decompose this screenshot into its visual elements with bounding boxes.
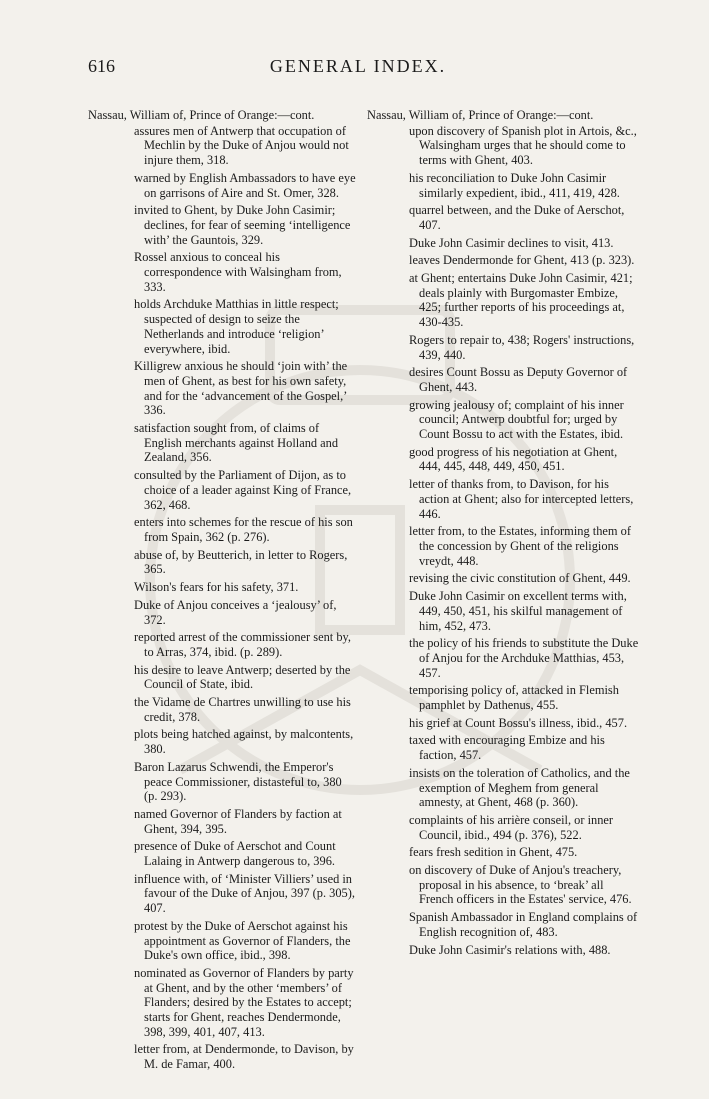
index-entry: desires Count Bossu as Deputy Governor of Ghent, 443. [409,365,628,394]
index-entry: his desire to leave Antwerp; deserted by the Council of State, ibid. [134,662,351,692]
index-entry: Duke John Casimir's relations with, 488. [409,942,611,957]
index-entry: his reconciliation to Duke John Casimir similarly expedient, ibid., 411, 419, 428. [409,170,620,200]
index-entry: plots being hatched against, by malcontents, 380. [134,727,354,757]
right-column [367,108,639,960]
index-entry: Duke John Casimir declines to visit, 413. [409,235,614,250]
index-entry: the policy of his friends to substitute the Duke of Anjou for the Archduke Matthias, 453, 457. [409,636,639,680]
left-entries [88,124,356,1072]
index-entry: on discovery of Duke of Anjou's treachery, proposal in his absence, to ‘break’ all French officers in the Estates' service, 476. [409,863,632,907]
index-entry: nominated as Governor of Flanders by party at Ghent, and by the other ‘members’ of Flanders; desired by the Estates to accept; starts for Ghent, reaches Dendermonde, 398, 399, 401, 407, 413. [134,965,354,1039]
index-heading: Nassau, William of, Prince of Orange:—cont. [88,108,315,122]
index-entry: leaves Dendermonde for Ghent, 413 (p. 323). [409,253,635,268]
index-entry: holds Archduke Matthias in little respect; suspected of design to seize the Netherlands and introduce ‘religion’ everywhere, ibid. [134,297,339,356]
index-entry: Killigrew anxious he should ‘join with’ the men of Ghent, as best for his own safety, and for the ‘advancement of the Gospel,’ 336. [134,359,348,418]
index-entry: taxed with encouraging Embize and his faction, 457. [409,733,605,763]
index-entry: Spanish Ambassador in England complains of English recognition of, 483. [409,910,638,939]
index-entry: letter from, at Dendermonde, to Davison, by M. de Famar, 400. [134,1042,354,1072]
index-entry: named Governor of Flanders by faction at Ghent, 394, 395. [134,806,342,836]
index-entry: insists on the toleration of Catholics, and the exemption of Meghem from general amnesty, at Ghent, 468 (p. 360). [409,765,630,810]
index-entry: letter from, to the Estates, informing them of the concession by Ghent of the religions vreydt, 448. [409,524,631,568]
left-column [88,108,356,1075]
index-entry: invited to Ghent, by Duke John Casimir; declines, for fear of seeming ‘intelligence with’ the Gauntois, 329. [134,203,351,247]
index-entry: temporising policy of, attacked in Flemish pamphlet by Dathenus, 455. [409,683,619,713]
index-entry: revising the civic constitution of Ghent, 449. [409,571,631,586]
page-header [88,56,628,86]
index-entry: influence with, of ‘Minister Villiers’ used in favour of the Duke of Anjou, 397 (p. 305), 407. [134,871,355,916]
page-number: 616 [88,56,115,76]
index-entry: Duke John Casimir on excellent terms with, 449, 450, 451, his skilful management of him, 452, 473. [409,589,627,633]
index-entry: abuse of, by Beutterich, in letter to Rogers, 365. [134,547,348,577]
index-entry: protest by the Duke of Aerschot against his appointment as Governor of Flanders, the Duke's own office, ibid., 398. [134,918,351,963]
index-entry: good progress of his negotiation at Ghent, 444, 445, 448, 449, 450, 451. [409,444,618,474]
index-entry: Wilson's fears for his safety, 371. [134,580,299,595]
index-entry: reported arrest of the commissioner sent by, to Arras, 374, ibid. (p. 289). [134,630,351,659]
index-entry: satisfaction sought from, of claims of English merchants against Holland and Zealand, 356. [134,421,339,465]
index-entry: assures men of Antwerp that occupation of Mechlin by the Duke of Anjou would not injure them, 318. [134,123,349,168]
index-entry: Rogers to repair to, 438; Rogers' instructions, 439, 440. [409,332,635,362]
index-entry: quarrel between, and the Duke of Aerschot, 407. [409,203,625,232]
index-entry: upon discovery of Spanish plot in Artois, &c., Walsingham urges that he should come to terms with Ghent, 403. [409,123,637,168]
index-entry: complaints of his arrière conseil, or inner Council, ibid., 494 (p. 376), 522. [409,812,614,842]
index-entry: enters into schemes for the rescue of his son from Spain, 362 (p. 276). [134,515,353,544]
index-entry: Duke of Anjou conceives a ‘jealousy’ of, 372. [134,597,337,627]
index-entry: letter of thanks from, to Davison, for his action at Ghent; also for intercepted letters, 446. [409,477,634,521]
index-entry: consulted by the Parliament of Dijon, as to choice of a leader against King of France, 362, 468. [134,468,352,512]
index-entry: his grief at Count Bossu's illness, ibid., 457. [409,715,628,730]
page-title: GENERAL INDEX. [269,56,447,76]
index-entry: at Ghent; entertains Duke John Casimir, 421; deals plainly with Burgomaster Embize, 425; further reports of his proceedings at, 430-435. [409,271,633,330]
index-entry: growing jealousy of; complaint of his inner council; Antwerp doubtful for; urged by Count Bossu to act with the Estates, ibid. [409,397,624,442]
right-entries [367,124,639,958]
index-entry: Rossel anxious to conceal his correspondence with Walsingham from, 333. [134,250,342,294]
index-entry: Baron Lazarus Schwendi, the Emperor's peace Commissioner, distasteful to, 380 (p. 293). [134,759,342,804]
index-entry: presence of Duke of Aerschot and Count Lalaing in Antwerp dangerous to, 396. [134,839,336,869]
index-heading: Nassau, William of, Prince of Orange:—cont. [367,108,594,122]
index-entry: the Vidame de Chartres unwilling to use his credit, 378. [134,695,351,724]
index-entry: warned by English Ambassadors to have eye on garrisons of Aire and St. Omer, 328. [134,170,356,200]
index-entry: fears fresh sedition in Ghent, 475. [409,845,578,860]
